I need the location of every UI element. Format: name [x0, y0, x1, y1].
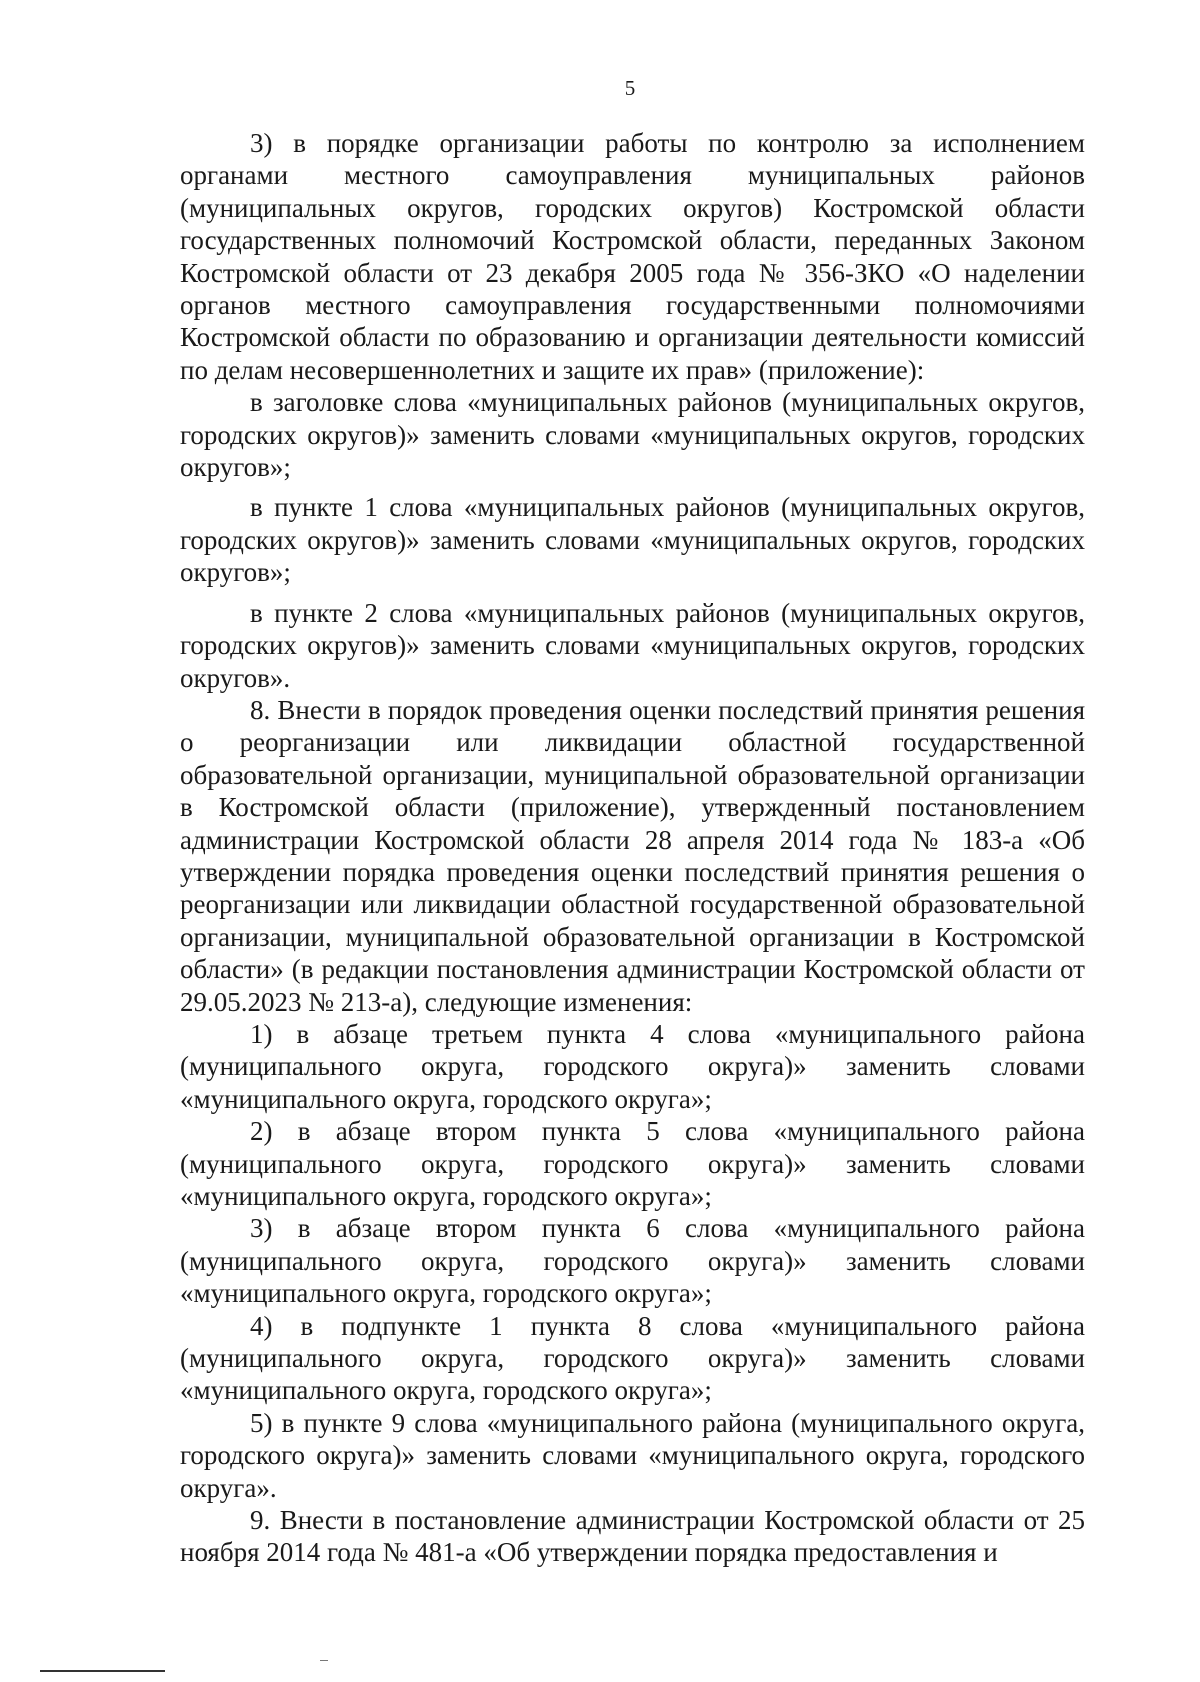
paragraph-heading-change: в заголовке слова «муниципальных районов (муниципальных округов, городских округов)» заменить словами «муниципальных округов, городских округов»; [180, 387, 1085, 483]
paragraph-item-3: 3) в порядке организации работы по контролю за исполнением органами местного самоуправления муниципальных районов (муниципальных округов, городских округов) Костромской области государственных полномочий Костромской области, переданных Законом Костромской области от 23 декабря 2005 года № 356-ЗКО «О наделении органов местного самоуправления государственными полномочиями Костромской области по образованию и организации деятельности комиссий по делам несовершеннолетних и защите их прав» (приложение): [180, 128, 1085, 385]
paragraph-section-8: 8. Внести в порядок проведения оценки последствий принятия решения о реорганизации или ликвидации областной государственной образовательной организации, муниципальной образовательной организации в Костромской области (приложение), утвержденный постановлением администрации Костромской области 28 апреля 2014 года № 183-а «Об утверждении порядка проведения оценки последствий принятия решения о реорганизации или ликвидации областной государственной образовательной организации, муниципальной образовательной организации в Костромской области» (в редакции постановления администрации Костромской области от 29.05.2023 № 213-а), следующие изменения: [180, 694, 1085, 1017]
paragraph-section-8-item-2: 2) в абзаце втором пункта 5 слова «муниципального района (муниципального округа, городского округа)» заменить словами «муниципального округа, городского округа»; [180, 1116, 1085, 1211]
paragraph-section-8-item-1: 1) в абзаце третьем пункта 4 слова «муниципального района (муниципального округа, городского округа)» заменить словами «муниципального округа, городского округа»; [180, 1018, 1085, 1114]
scan-mark [320, 1660, 328, 1661]
paragraph-section-8-item-4: 4) в подпункте 1 пункта 8 слова «муниципального района (муниципального округа, городского округа)» заменить словами «муниципального округа, городского округа»; [180, 1310, 1085, 1406]
footer-rule [40, 1670, 165, 1672]
paragraph-section-9: 9. Внести в постановление администрации Костромской области от 25 ноября 2014 года № 481-а «Об утверждении порядка предоставления и [180, 1505, 1085, 1568]
document-body [180, 127, 1085, 1569]
page-number: 5 [624, 76, 636, 100]
paragraph-point-2-change: в пункте 2 слова «муниципальных районов (муниципальных округов, городских округов)» заменить словами «муниципальных округов, городских округов». [180, 597, 1085, 693]
paragraph-section-8-item-5: 5) в пункте 9 слова «муниципального района (муниципального округа, городского округа)» заменить словами «муниципального округа, городского округа». [180, 1407, 1085, 1503]
paragraph-section-8-item-3: 3) в абзаце втором пункта 6 слова «муниципального района (муниципального округа, городского округа)» заменить словами «муниципального округа, городского округа»; [180, 1213, 1085, 1309]
paragraph-point-1-change: в пункте 1 слова «муниципальных районов (муниципальных округов, городских округов)» заменить словами «муниципальных округов, городских округов»; [180, 492, 1085, 588]
